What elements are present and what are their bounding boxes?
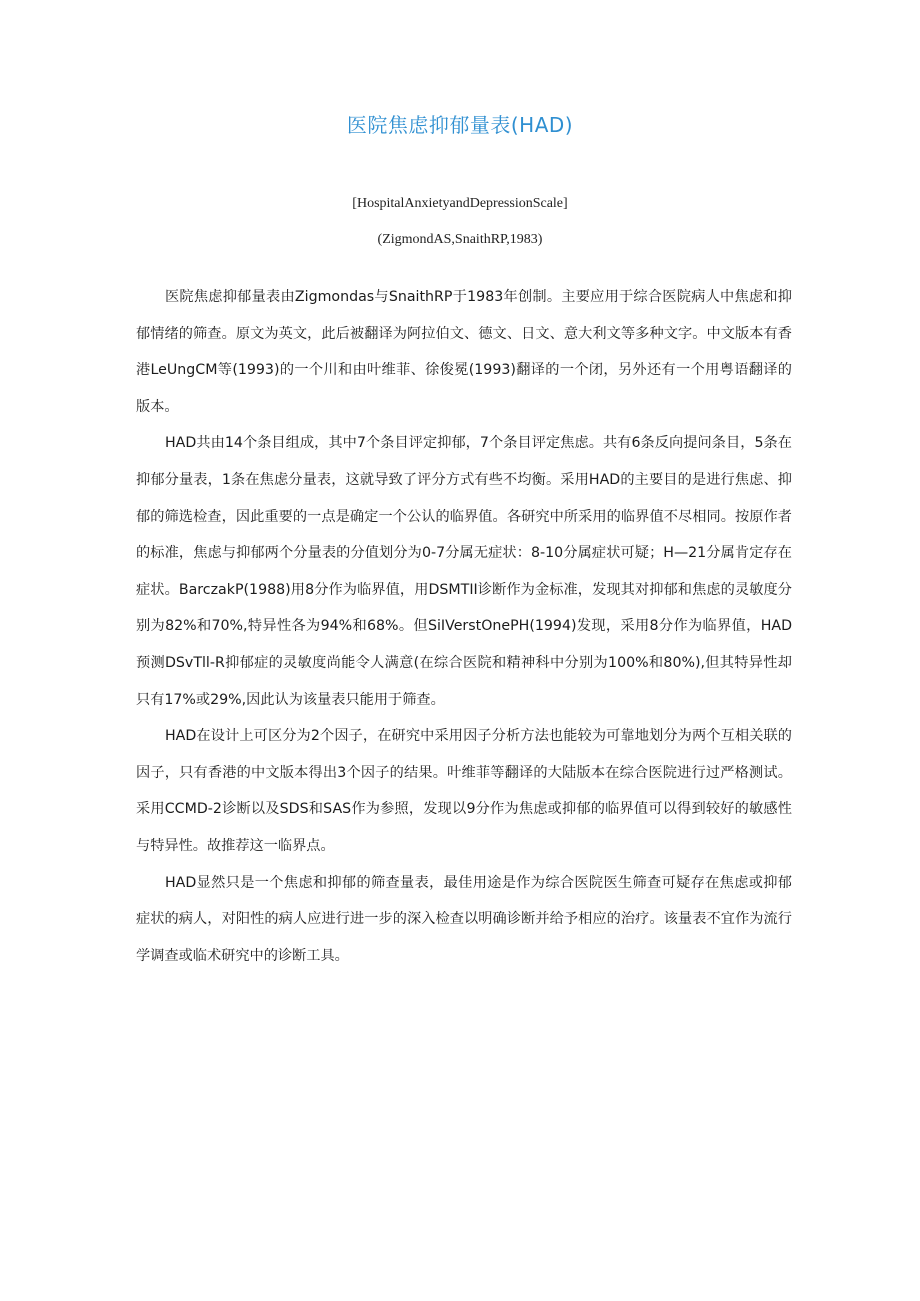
paragraph-intro: 医院焦虑抑郁量表由Zigmondas与SnaithRP于1983年创制。主要应用于综合医院病人中焦虑和抑郁情绪的筛查。原文为英文，此后被翻译为阿拉伯文、德文、日文、意大利文等多种文字。中文版本有香港LeUngCM等(1993)的一个川和由叶维菲、徐俊冕(1993)翻译的一个闭，另外还有一个用粤语翻译的版本。 — [136, 289, 792, 415]
english-subtitle: [HospitalAnxietyandDepressionScale] — [352, 196, 568, 211]
page-title: 医院焦虑抑郁量表(HAD) — [346, 113, 574, 137]
citation: (ZigmondAS,SnaithRP,1983) — [377, 232, 543, 247]
paragraph-structure: HAD共由14个条目组成，其中7个条目评定抑郁，7个条目评定焦虑。共有6条反向提问条目，5条在抑郁分量表，1条在焦虑分量表，这就导致了评分方式有些不均衡。采用HAD的主要目的是进行焦虑、抑郁的筛选检查，因此重要的一点是确定一个公认的临界值。各研究中所采用的临界值不尽相同。按原作者的标准，焦虑与抑郁两个分量表的分值划分为0-7分属无症状：8-10分属症状可疑；H—21分属肯定存在症状。BarczakP(1988)用8分作为临界值，用DSMTII诊断作为金标准，发现其对抑郁和焦虑的灵敏度分别为82%和70%,特异性各为94%和68%。但SiIVerstOnePH(1994)发现，采用8分作为临界值，HAD预测DSvTll-R抑郁症的灵敏度尚能令人满意(在综合医院和精神科中分别为100%和80%),但其特异性却只有17%或29%,因此认为该量表只能用于筛查。 — [136, 435, 792, 708]
paragraph-factors: HAD在设计上可区分为2个因子，在研究中采用因子分析方法也能较为可靠地划分为两个互相关联的因子，只有香港的中文版本得出3个因子的结果。叶维菲等翻译的大陆版本在综合医院进行过严格测试。采用CCMD-2诊断以及SDS和SAS作为参照，发现以9分作为焦虑或抑郁的临界值可以得到较好的敏感性与特异性。故推荐这一临界点。 — [136, 728, 792, 854]
body-text — [136, 279, 792, 974]
paragraph-usage: HAD显然只是一个焦虑和抑郁的筛查量表，最佳用途是作为综合医院医生筛查可疑存在焦虑或抑郁症状的病人，对阳性的病人应进行进一步的深入检查以明确诊断并给予相应的治疗。该量表不宜作为流行学调查或临术研究中的诊断工具。 — [136, 874, 792, 964]
